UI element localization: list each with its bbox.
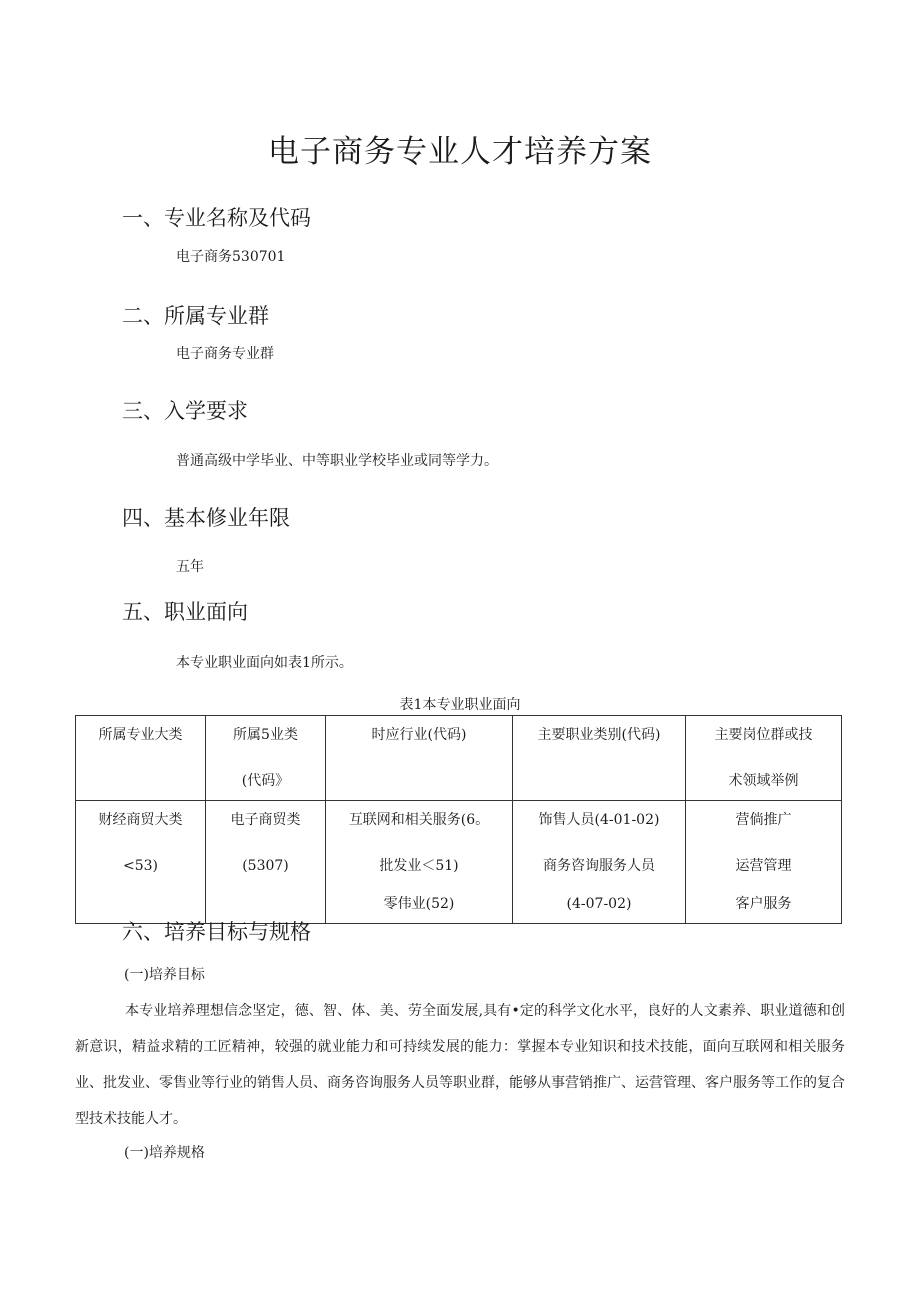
section-heading-admission: 三、入学要求 [122,399,248,423]
table-header-row [76,716,842,801]
section-heading-duration: 四、基本修业年限 [122,506,290,530]
table-header-cell: 主要岗位群或技 术领域举例 [686,716,842,801]
section-heading-major-code: 一、专业名称及代码 [122,206,311,230]
major-group-text: 电子商务专业群 [176,346,274,362]
section-heading-career: 五、职业面向 [122,600,248,624]
duration-text: 五年 [176,559,204,575]
table-cell: 互联网和相关服务(6。 批发业＜51) 零伟业(52) [326,801,513,924]
table-row [76,801,842,924]
table-header-cell: 主要职业类别(代码) [513,716,686,801]
admission-text: 普通高级中学毕业、中等职业学校毕业或同等学力。 [176,453,498,469]
subheading-spec: (一)培养规格 [124,1145,205,1161]
table-header-cell: 所属专业大类 [76,716,206,801]
table-cell: 电子商贸类 (5307) [206,801,326,924]
table-cell: 饰售人员(4-01-02) 商务咨询服务人员 (4-07-02) [513,801,686,924]
career-text: 本专业职业面向如表1所示。 [176,655,353,671]
major-code-text: 电子商务530701 [176,249,286,265]
table-header-cell: 时应行业(代码) [326,716,513,801]
table-caption: 表1本专业职业面向 [399,697,521,713]
career-table [75,715,842,924]
table-header-cell: 所属5业类 (代码》 [206,716,326,801]
section-heading-goals: 六、培养目标与规格 [122,920,311,944]
document-title: 电子商务专业人才培养方案 [268,134,652,170]
goal-paragraph: 本专业培养理想信念坚定，德、智、体、美、劳全面发展,具有•定的科学文化水平，良好的人文素养、职业道德和创新意识，精益求精的工匠精神，较强的就业能力和可持续发展的能力：掌握本专业知识和技术技能，面向互联网和相关服务业、批发业、零售业等行业的销售人员、商务咨询服务人员等职业群，能够从事营销推广、运营管理、客户服务等工作的复合型技术技能人才。 [75,1003,845,1127]
section-heading-major-group: 二、所属专业群 [122,304,269,328]
table-cell: 财经商贸大类 <53) [76,801,206,924]
table-cell: 营倘推广 运营管理 客户服务 [686,801,842,924]
subheading-goal: (一)培养目标 [124,967,205,983]
